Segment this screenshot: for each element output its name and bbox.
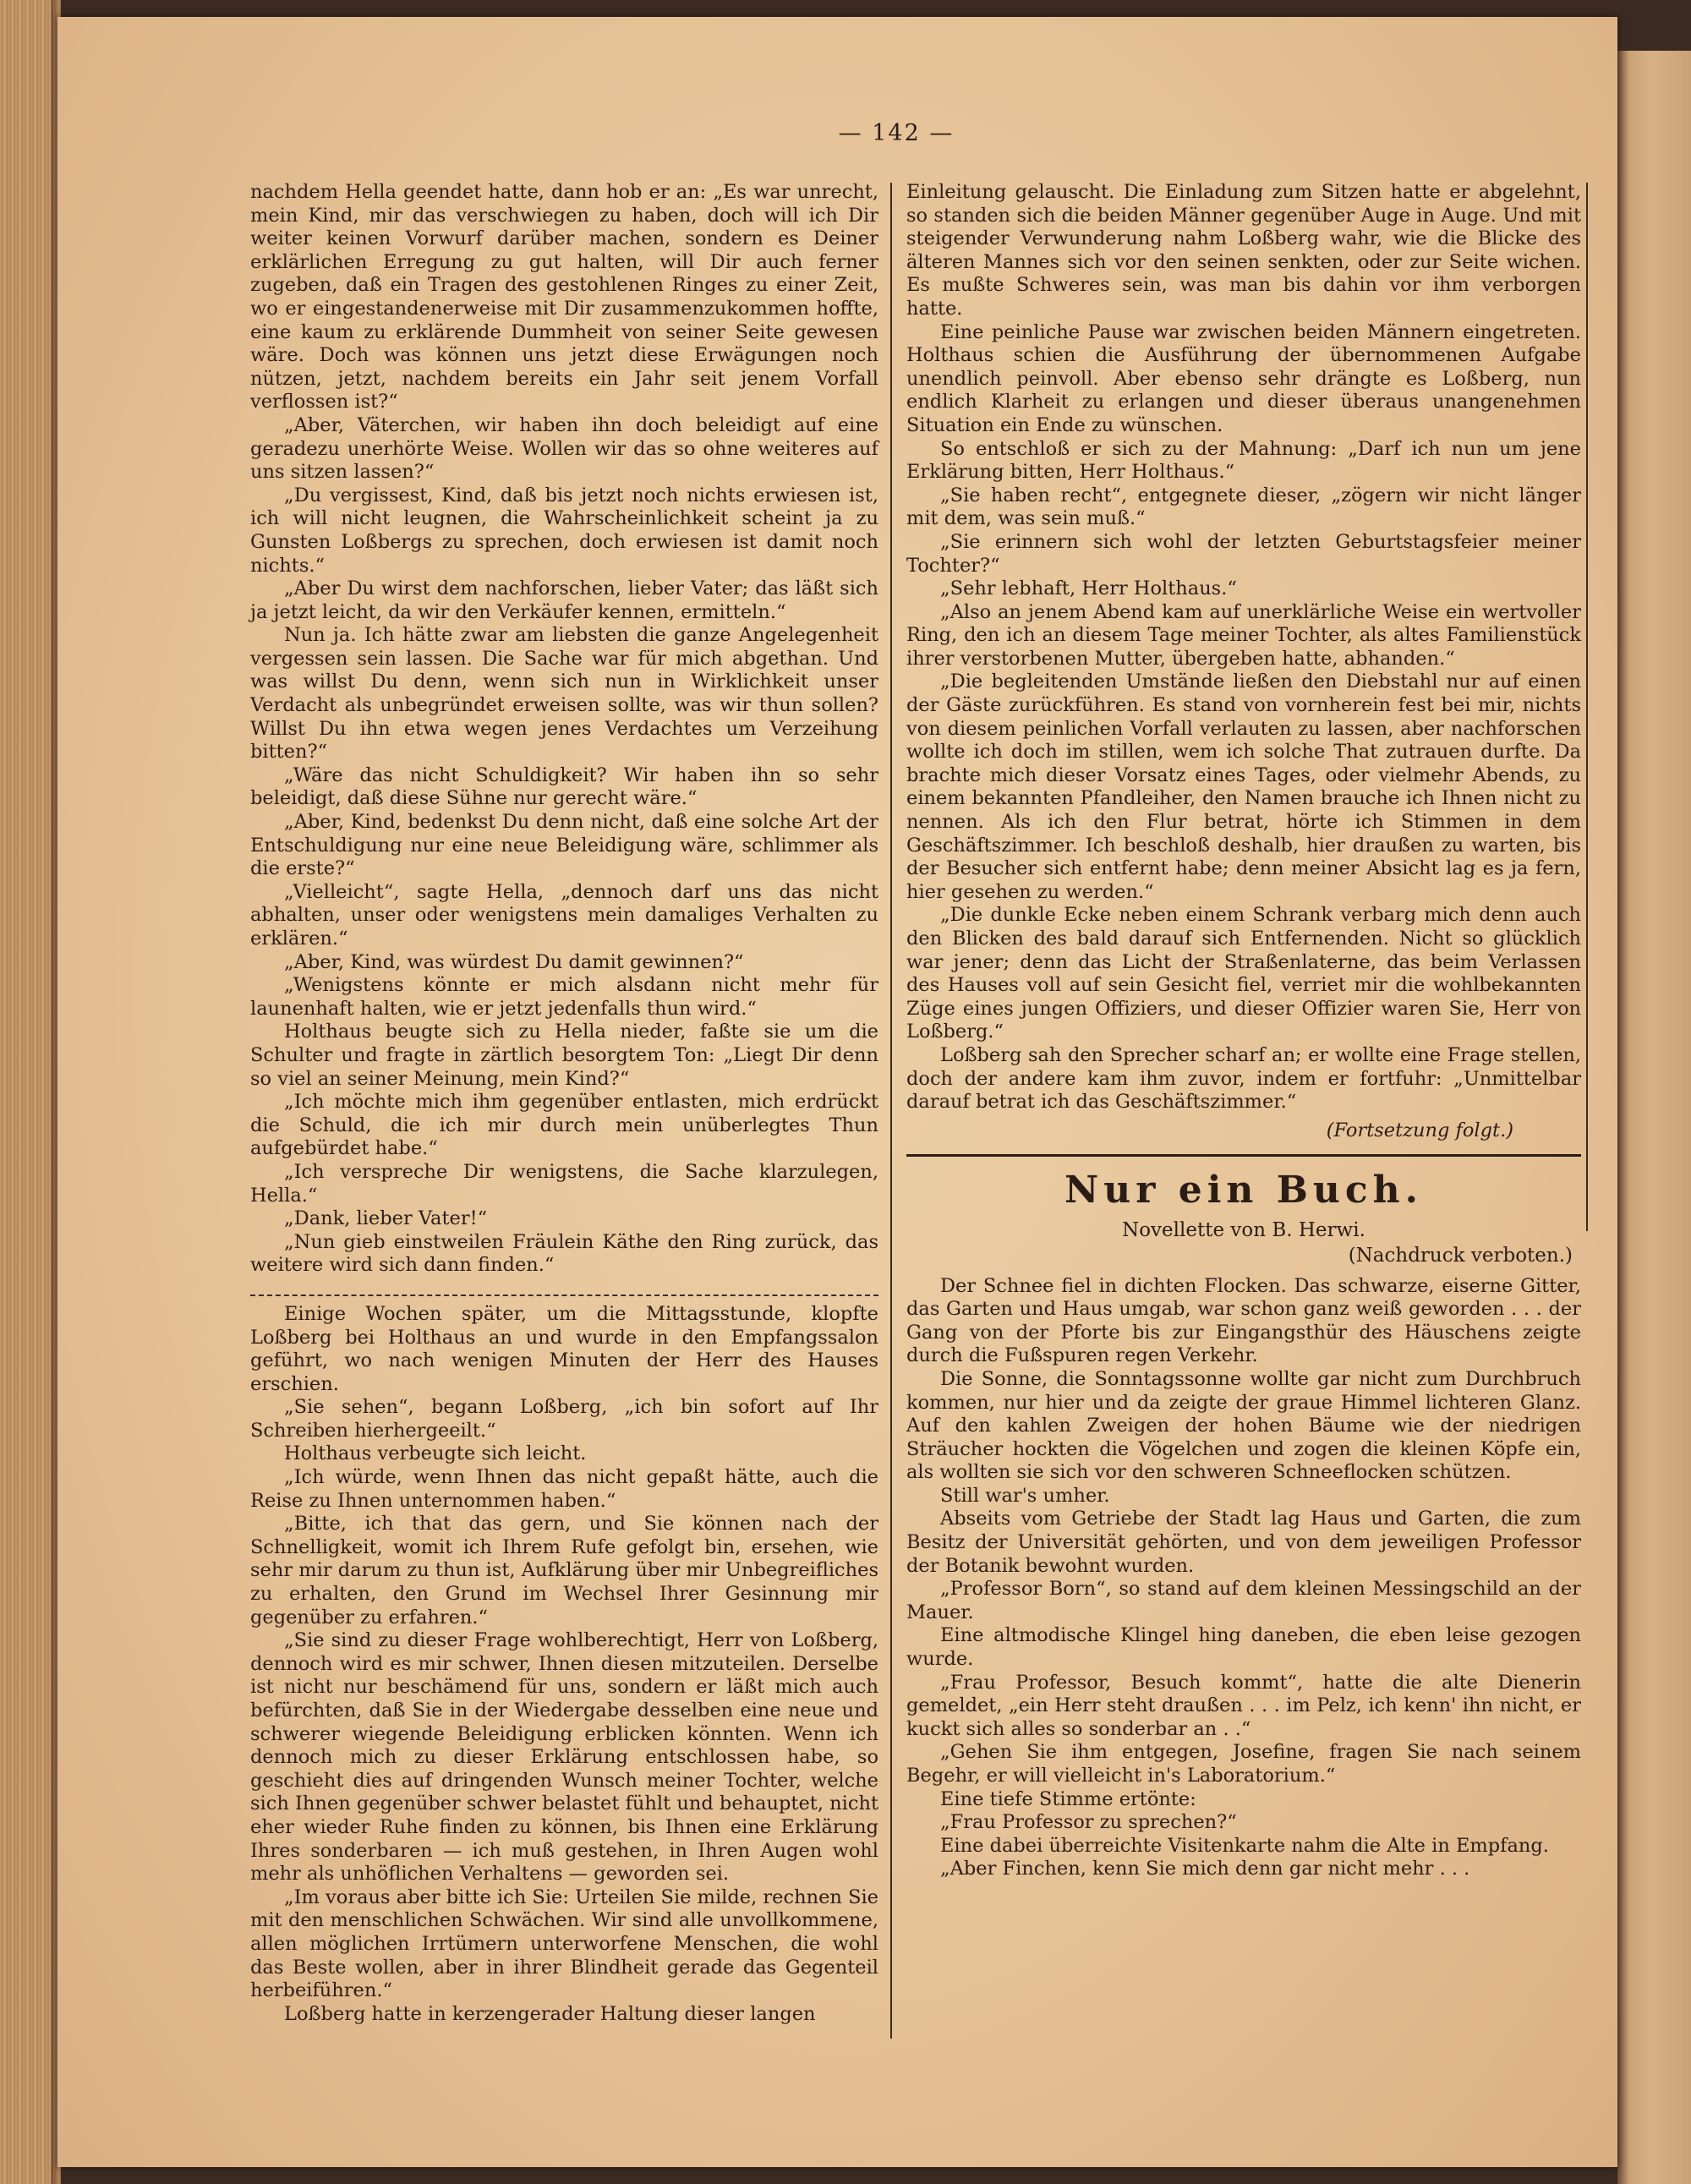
paragraph: „Vielleicht“, sagte Hella, „dennoch darf uns das nicht abhalten, unser oder wenigstens mein damaliges Verhalten zu erklären.“ <box>250 880 878 950</box>
column-divider <box>890 183 892 2039</box>
paragraph: Loßberg hatte in kerzengerader Haltung dieser langen <box>284 2002 816 2025</box>
paragraph: „Sie haben recht“, entgegnete dieser, „zögern wir nicht länger mit dem, was sein muß.“ <box>906 484 1581 530</box>
paragraph: „Sehr lebhaft, Herr Holthaus.“ <box>940 577 1237 600</box>
paragraph: „Also an jenem Abend kam auf unerklärliche Weise ein wertvoller Ring, den ich an diesem Tage meiner Tochter, als altes Familienstück ihrer verstorbenen Mutter, übergeben hatte, abhanden.“ <box>906 600 1581 670</box>
paragraph: Holthaus beugte sich zu Hella nieder, faßte sie um die Schulter und fragte in zärtlich besorgtem Ton: „Liegt Dir denn so viel an seiner Meinung, mein Kind?“ <box>250 1021 878 1090</box>
right-column <box>906 181 1581 1881</box>
paragraph: „Aber, Kind, was würdest Du damit gewinnen?“ <box>284 950 744 973</box>
right-column-edge-rule <box>1586 183 1588 1231</box>
paragraph: „Wäre das nicht Schuldigkeit? Wir haben ihn so sehr beleidigt, daß diese Sühne nur gerecht wäre.“ <box>250 764 878 810</box>
paragraph: „Ich verspreche Dir wenigstens, die Sache klarzulegen, Hella.“ <box>250 1160 878 1207</box>
paragraph: Loßberg sah den Sprecher scharf an; er wollte eine Frage stellen, doch der andere kam ihm zuvor, indem er fortfuhr: „Unmittelbar darauf betrat ich das Geschäftszimmer.“ <box>906 1043 1581 1114</box>
paragraph: „Aber Du wirst dem nachforschen, lieber Vater; das läßt sich ja jetzt leicht, da wir den Verkäufer kennen, ermitteln.“ <box>250 577 878 623</box>
left-column <box>250 181 878 2026</box>
paragraph: „Ich würde, wenn Ihnen das nicht gepaßt hätte, auch die Reise zu Ihnen unternommen haben.“ <box>250 1466 878 1512</box>
paragraph: „Nun gieb einstweilen Fräulein Käthe den Ring zurück, das weitere wird sich dann finden.“ <box>250 1230 878 1277</box>
paragraph: „Aber, Väterchen, wir haben ihn doch beleidigt auf eine geradezu unerhörte Weise. Wollen wir das so ohne weiteres auf uns sitzen lassen?“ <box>250 413 878 484</box>
paragraph: „Aber, Kind, bedenkst Du denn nicht, daß eine solche Art der Entschuldigung nur eine neue Beleidigung wäre, schlimmer als die erste?“ <box>250 811 878 880</box>
paragraph: Die Sonne, die Sonntagssonne wollte gar nicht zum Durchbruch kommen, nur hier und da zeigte der graue Himmel lichteren Glanz. Auf den kahlen Zweigen der hohen Bäume wie der niedrigen Sträucher hockten die Vögelchen und zogen die kleinen Köpfe ein, als wollten sie sich vor den schweren Schneeflocken schützen. <box>906 1367 1581 1484</box>
paragraph: Eine tiefe Stimme ertönte: <box>940 1787 1196 1810</box>
page-number: — 142 — <box>838 120 955 146</box>
paragraph: „Gehen Sie ihm entgegen, Josefine, fragen Sie nach seinem Begehr, er will vielleicht in's Laboratorium.“ <box>906 1741 1581 1787</box>
story-byline: Novellette von B. Herwi. <box>1122 1219 1365 1242</box>
story-text <box>906 1275 1581 1881</box>
paragraph: „Bitte, ich that das gern, und Sie können nach der Schnelligkeit, womit ich Ihrem Rufe gefolgt bin, ersehen, wie sehr mir darum zu thun ist, Aufklärung über mir Unbegreifliches zu erhalten, den Grund im Wechsel Ihrer Gesinnung mir gegenüber zu erfahren.“ <box>250 1513 878 1628</box>
paragraph: Abseits vom Getriebe der Stadt lag Haus und Garten, die zum Besitz der Universität gehörten, und von dem jeweiligen Professor der Botanik bewohnt wurden. <box>906 1508 1581 1577</box>
paragraph: Eine peinliche Pause war zwischen beiden Männern eingetreten. Holthaus schien die Ausführung der übernommenen Aufgabe unendlich peinvoll. Aber ebenso sehr drängte es Loßberg, nun endlich Klarheit zu erlangen und dieser überaus unangenehmen Situation ein Ende zu wünschen. <box>906 320 1581 436</box>
paragraph: „Sie sind zu dieser Frage wohlberechtigt, Herr von Loßberg, dennoch wird es mir schwer, Ihnen diesen mitzuteilen. Derselbe ist nicht nur beschämend für uns, sondern er läßt mich auch befürchten, daß Sie in der Wiedergabe desselben eine neue und schwerer wiegende Beleidigung erblicken könnten. Wenn ich dennoch mich zu dieser Erklärung entschlossen habe, so geschieht dies auf dringenden Wunsch meiner Tochter, welche sich Ihnen gegenüber schwer belastet fühlt und behauptet, nicht eher wieder Ruhe finden zu können, bis Ihnen eine Erklärung Ihres sonderbaren — ich muß gestehen, in Ihren Augen wohl mehr als unhöflichen Verhaltens — geworden sei. <box>250 1629 878 1886</box>
reprint-note: (Nachdruck verboten.) <box>1348 1244 1573 1267</box>
paragraph: „Aber Finchen, kenn Sie mich denn gar nicht mehr . . . <box>940 1858 1470 1880</box>
paragraph: „Sie sehen“, begann Loßberg, „ich bin sofort auf Ihr Schreiben hierhergeeilt.“ <box>250 1396 878 1442</box>
paragraph: nachdem Hella geendet hatte, dann hob er an: „Es war unrecht, mein Kind, mir das verschwiegen zu haben, doch will ich Dir weiter keinen Vorwurf darüber machen, sondern es Deiner erklärlichen Erregung zu gut halten, will Dir auch ferner zugeben, daß ein Tragen des gestohlenen Ringes zu einer Zeit, wo er eingestandenerweise mit Dir zusammenzukommen hoffte, eine kaum zu erklärende Dummheit von seiner Seite gewesen wäre. Doch was können uns jetzt diese Erwägungen noch nützen, jetzt, nachdem bereits ein Jahr seit jenem Vorfall verflossen ist?“ <box>250 181 878 413</box>
paragraph: Eine dabei überreichte Visitenkarte nahm die Alte in Empfang. <box>940 1834 1549 1857</box>
paragraph: „Im voraus aber bitte ich Sie: Urteilen Sie milde, rechnen Sie mit den menschlichen Schwächen. Wir sind alle unvollkommene, allen möglichen Irrtümern unterworfene Menschen, die wohl das Beste wollen, aber in ihrer Blindheit gerade das Gegenteil herbeiführen.“ <box>250 1886 878 2002</box>
paragraph: „Professor Born“, so stand auf dem kleinen Messingschild an der Mauer. <box>906 1578 1581 1623</box>
paragraph: Der Schnee fiel in dichten Flocken. Das schwarze, eiserne Gitter, das Garten und Haus umgab, war schon ganz weiß geworden . . . der Gang von der Pforte bis zur Eingangsthür des Häuschens zeigte durch die Fußspuren regen Verkehr. <box>906 1274 1581 1367</box>
paragraph: Holthaus verbeugte sich leicht. <box>284 1442 587 1465</box>
paragraph: Still war's umher. <box>940 1484 1110 1507</box>
paragraph: „Frau Professor zu sprechen?“ <box>940 1811 1237 1834</box>
paragraph: „Ich möchte mich ihm gegenüber entlasten, mich erdrückt die Schuld, die ich mir durch mein unüberlegtes Thun aufgebürdet habe.“ <box>250 1091 878 1160</box>
paragraph: „Frau Professor, Besuch kommt“, hatte die alte Dienerin gemeldet, „ein Herr steht draußen . . . im Pelz, ich kenn' ihn nicht, er kuckt sich alles so sonderbar an . .“ <box>906 1671 1581 1740</box>
right-column-text <box>906 181 1581 1114</box>
story-title: Nur ein Buch. <box>1064 1169 1423 1212</box>
paragraph: Einleitung gelauscht. Die Einladung zum Sitzen hatte er abgelehnt, so standen sich die beiden Männer gegenüber Auge in Auge. Und mit steigender Verwunderung nahm Loßberg wahr, wie die Blicke des älteren Mannes sich vor den seinen senkten, oder zur Seite wichen. Es mußte Schweres sein, was man bis dahin vor ihm verborgen hatte. <box>906 181 1581 320</box>
paragraph: „Wenigstens könnte er mich alsdann nicht mehr für launenhaft halten, wie er jetzt jedenfalls thun wird.“ <box>250 974 878 1020</box>
paragraph: „Du vergissest, Kind, daß bis jetzt noch nichts erwiesen ist, ich will nicht leugnen, die Wahrscheinlichkeit scheint ja zu Gunsten Loßbergs zu sprechen, doch erwiesen ist damit noch nichts.“ <box>250 484 878 577</box>
paragraph: „Die begleitenden Umstände ließen den Diebstahl nur auf einen der Gäste zurückführen. Es stand von vornherein fest bei mir, nichts von diesem peinlichen Vorfall verlauten zu lassen, aber nachforschen wollte ich doch im stillen, wem ich solche That zutrauen durfte. Da brachte mich dieser Vorsatz eines Tages, oder vielmehr Abends, zu einem bekannten Pfandleiher, den Namen brauche ich Ihnen nicht zu nennen. Als ich den Flur betrat, hörte ich Stimmen in dem Geschäftszimmer. Ich beschloß deshalb, hier draußen zu warten, bis der Besucher sich entfernt habe; denn meiner Absicht lag es ja fern, hier gesehen zu werden.“ <box>906 671 1581 903</box>
scene-break-rule <box>250 1283 878 1296</box>
continuation-note: (Fortsetzung folgt.) <box>1326 1119 1513 1141</box>
section-bar <box>906 1154 1581 1157</box>
paragraph: Nun ja. Ich hätte zwar am liebsten die ganze Angelegenheit vergessen sein lassen. Die Sache war für mich abgethan. Und was willst Du denn, wenn sich nun in Wirklichkeit unser Verdacht als unbegründet erweisen sollte, was wir thun sollen? Willst Du ihn etwa wegen jenes Verdachtes um Verzeihung bitten?“ <box>250 624 878 764</box>
paragraph: Eine altmodische Klingel hing daneben, die eben leise gezogen wurde. <box>906 1624 1581 1671</box>
paragraph: „Sie erinnern sich wohl der letzten Geburtstagsfeier meiner Tochter?“ <box>906 530 1581 577</box>
paragraph: So entschloß er sich zu der Mahnung: „Darf ich nun um jene Erklärung bitten, Herr Holthaus.“ <box>906 437 1581 484</box>
paragraph: Einige Wochen später, um die Mittagsstunde, klopfte Loßberg bei Holthaus an und wurde in den Empfangssalon geführt, wo nach wenigen Minuten der Herr des Hauses erschien. <box>250 1302 878 1395</box>
paragraph: „Dank, lieber Vater!“ <box>284 1207 488 1230</box>
adjacent-page-strip <box>1617 51 1691 2184</box>
paragraph: „Die dunkle Ecke neben einem Schrank verbarg mich denn auch den Blicken des bald darauf sich Entfernenden. Nicht so glücklich war jener; denn das Licht der Straßenlaterne, das beim Verlassen des Hauses voll auf sein Gesicht fiel, verriet mir die wohlbekannten Züge eines jungen Offiziers, und dieser Offizier waren Sie, Herr von Loßberg.“ <box>906 904 1581 1043</box>
